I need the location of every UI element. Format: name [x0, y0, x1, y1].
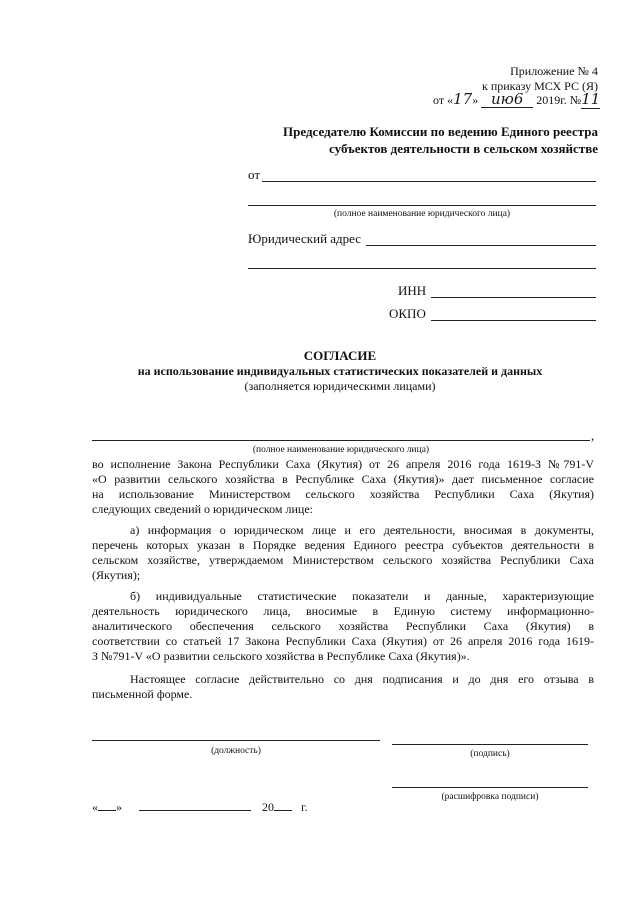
- okpo-label: ОКПО: [389, 306, 426, 321]
- address-line-1[interactable]: [366, 245, 596, 246]
- paragraph-b-line: деятельность юридического лица, вносимые в Единую систему информационно-: [92, 604, 594, 618]
- date-day-blank[interactable]: [98, 810, 116, 811]
- body-legal-name-caption: (полное наименование юридического лица): [252, 445, 430, 455]
- order-date-prefix: от «: [433, 93, 454, 107]
- paragraph-main-line: во исполнение Закона Республики Саха (Якутия) от 26 апреля 2016 года 1619-З №791-V: [92, 457, 594, 471]
- date-month-blank[interactable]: [139, 810, 251, 811]
- address-label: Юридический адрес: [248, 231, 362, 246]
- legal-name-caption: (полное наименование юридического лица): [333, 209, 511, 219]
- order-date-year: 2019г. №: [536, 93, 582, 107]
- signature-caption: (подпись): [470, 749, 510, 759]
- paragraph-b-line: соответствии со статьей 17 Закона Республики Саха (Якутия) от 26 апреля 2016 года 1619-: [92, 634, 594, 648]
- inn-line[interactable]: [431, 297, 596, 298]
- paragraph-main-line: на использование Министерством сельского хозяйства Республики Саха (Якутия): [92, 487, 594, 501]
- date-year-prefix: 20: [262, 800, 274, 814]
- addressee-line-1: Председателю Комиссии по ведению Единого реестра: [283, 124, 598, 139]
- order-date-sep: »: [472, 93, 479, 107]
- paragraph-a-line: а) информация о юридическом лице и его деятельности, вносимая в документы,: [130, 523, 594, 537]
- document-subtitle: на использование индивидуальных статистических показателей и данных: [137, 364, 543, 378]
- paragraph-a-line: перечень которых указан в Порядке ведения Единого реестра субъектов деятельности в: [92, 538, 594, 552]
- address-line-2[interactable]: [248, 268, 596, 269]
- paragraph-a-line: (Якутия);: [92, 568, 141, 582]
- body-legal-name-comma: ,: [591, 428, 595, 443]
- order-reference: к приказу МСХ РС (Я): [482, 79, 598, 93]
- order-number: 11: [581, 90, 601, 108]
- order-date-day: 17: [453, 90, 473, 108]
- inn-label: ИНН: [398, 283, 427, 298]
- paragraph-b-line: З №791-V «О развитии сельского хозяйства в Республике Саха (Якутия)».: [92, 649, 470, 663]
- date-year-blank[interactable]: [274, 810, 292, 811]
- from-label: от: [248, 167, 261, 182]
- paragraph-main: [92, 457, 594, 517]
- date-close-quote: »: [116, 800, 122, 814]
- signature-date: [92, 800, 308, 815]
- order-date: [433, 92, 600, 108]
- document-note: (заполняется юридическими лицами): [244, 379, 436, 393]
- signature-decode-line[interactable]: [392, 787, 588, 788]
- body-legal-name-line[interactable]: [92, 440, 590, 441]
- order-date-month: ию6: [481, 92, 533, 108]
- signature-decode-caption: (расшифровка подписи): [441, 792, 539, 802]
- paragraph-a: [92, 523, 594, 583]
- paragraph-b: [92, 589, 594, 664]
- paragraph-a-line: сельском хозяйстве, утверждаемом Министерством сельского хозяйства Республики Саха: [92, 553, 594, 567]
- position-line[interactable]: [92, 740, 380, 741]
- legal-name-line[interactable]: [248, 205, 596, 206]
- signature-line[interactable]: [392, 744, 588, 745]
- date-open-quote: «: [92, 800, 98, 814]
- paragraph-final-line: письменной форме.: [92, 687, 193, 701]
- okpo-line[interactable]: [431, 320, 596, 321]
- from-line[interactable]: [262, 181, 596, 182]
- addressee-line-2: субъектов деятельности в сельском хозяйстве: [329, 141, 598, 156]
- paragraph-final-line: Настоящее согласие действительно со дня подписания и до дня его отзыва в: [130, 672, 594, 686]
- date-year-suffix: г.: [301, 800, 308, 814]
- paragraph-b-line: аналитического обеспечения сельского хозяйства Республики Саха (Якутия) в: [92, 619, 594, 633]
- appendix-number: Приложение № 4: [510, 64, 598, 78]
- document-title: СОГЛАСИЕ: [303, 348, 377, 363]
- paragraph-b-line: б) индивидуальные статистические показатели и данные, характеризующие: [130, 589, 594, 603]
- paragraph-main-line: «О развитии сельского хозяйства в Республике Саха (Якутия)» дает письменное согласие: [92, 472, 594, 486]
- paragraph-final: [92, 672, 594, 702]
- paragraph-main-line: следующих сведений о юридическом лице:: [92, 502, 313, 516]
- position-caption: (должность): [211, 746, 261, 756]
